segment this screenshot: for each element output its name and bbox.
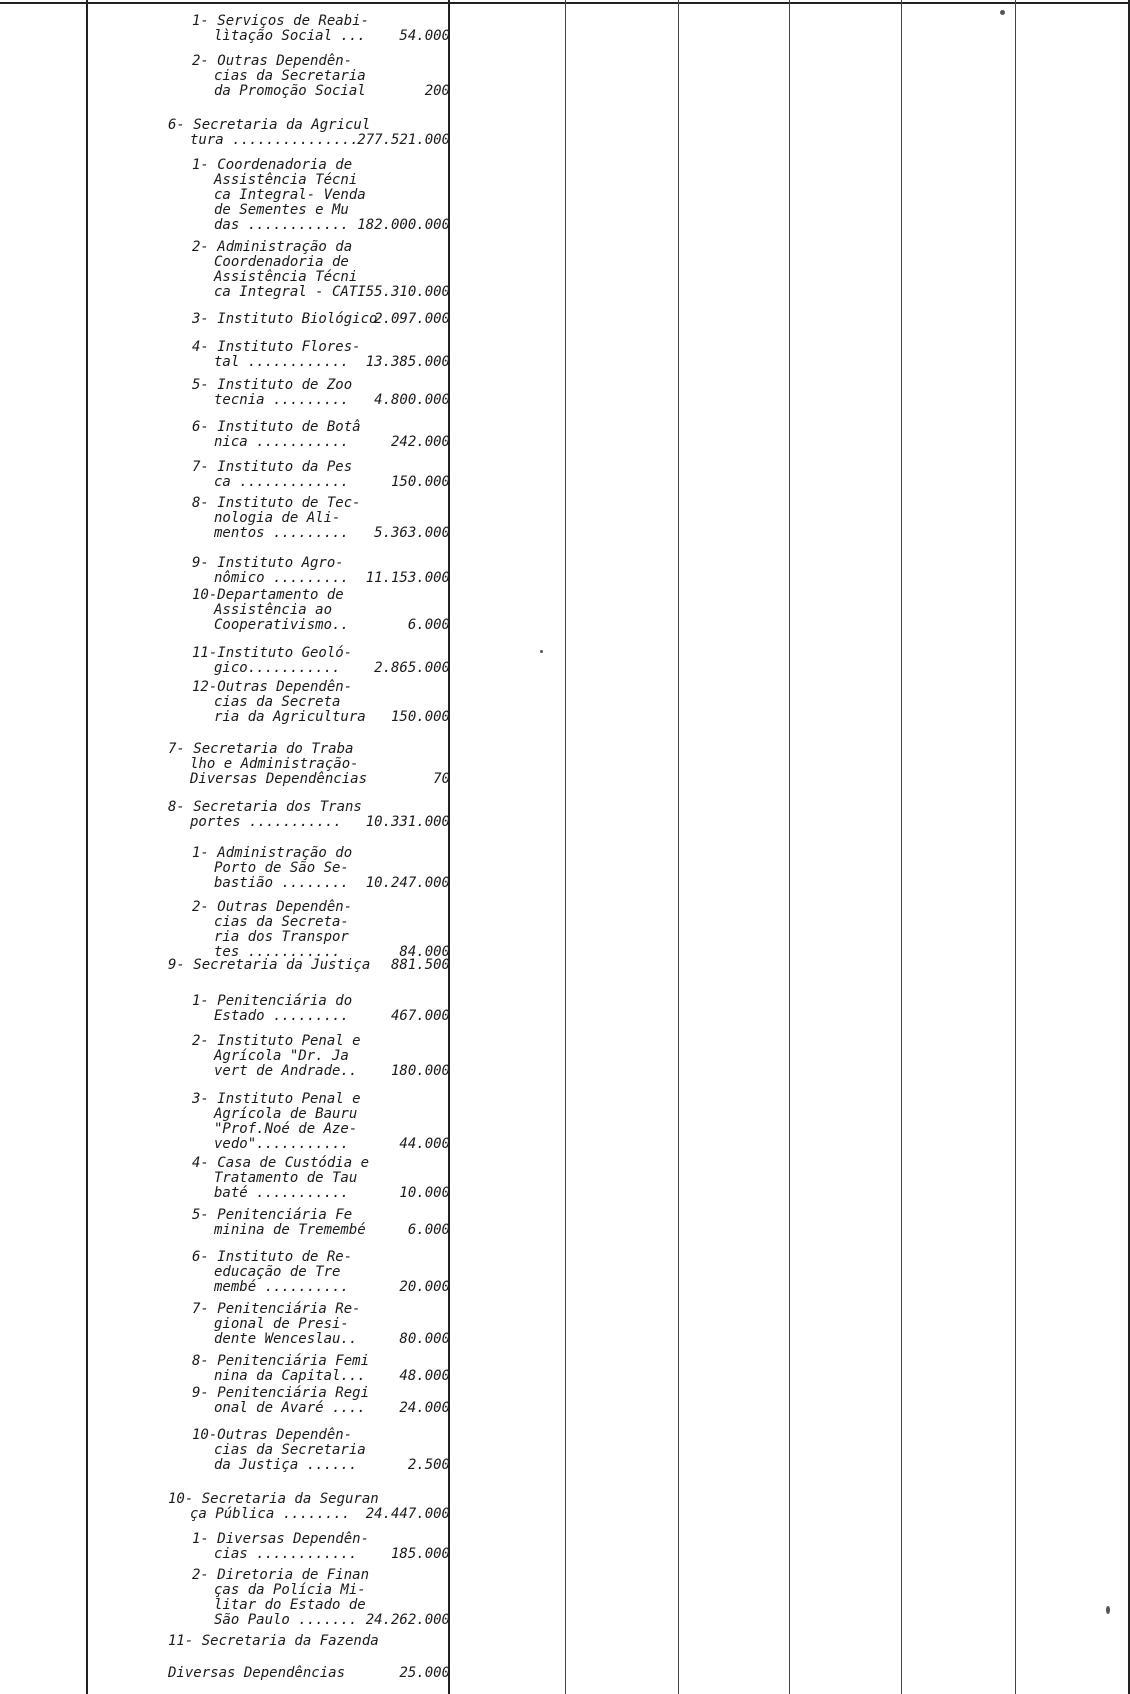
entry-label-line: nologia de Ali- (214, 510, 341, 526)
scan-speck (1106, 1606, 1110, 1614)
entry-label-line: 10-Outras Dependên- (192, 1427, 353, 1443)
entry-label-line: cias da Secreta- (214, 914, 349, 930)
entry-label-line: nica ........... (214, 434, 349, 450)
column-rule-3 (678, 0, 679, 1694)
entry-label-line: 2- Diretoria de Finan (192, 1567, 370, 1583)
entry-label-line: 2- Instituto Penal e (192, 1033, 361, 1049)
entry-label-line: Estado ......... (214, 1008, 349, 1024)
entry-amount: 277.521.000 (357, 132, 450, 148)
entry-label-line: 1- Coordenadoria de (192, 157, 353, 173)
entry-label-line: 8- Penitenciária Femi (192, 1353, 370, 1369)
entry-amount: 20.000 (399, 1279, 450, 1295)
entry-label-line: 2- Outras Dependên- (192, 899, 353, 915)
entry-amount: 467.000 (390, 1008, 450, 1024)
entry-label-line: 11-Instituto Geoló- (192, 645, 353, 661)
entry-label-line: 1- Diversas Dependên- (192, 1531, 370, 1547)
entry-label-line: 9- Instituto Agro- (192, 555, 344, 571)
column-rule-5 (901, 0, 902, 1694)
entry-label-line: tecnia ......... (214, 392, 349, 408)
entry-label-line: tes ........... (214, 944, 341, 960)
entry-label-line: ça Pública ........ (190, 1506, 351, 1522)
entry-amount: 182.000.000 (357, 217, 450, 233)
entry-label-line: tura ............... (190, 132, 359, 148)
entry-label-line: 1- Penitenciária do (192, 993, 353, 1009)
entry-amount: 150.000 (390, 709, 450, 725)
scan-speck (1000, 10, 1005, 15)
entry-label-line: cias da Secretaria (214, 68, 366, 84)
entry-label-line: 9- Secretaria da Justiça (168, 957, 371, 973)
entry-amount: 6.000 (407, 617, 450, 633)
entry-label-line: de Sementes e Mu (214, 202, 349, 218)
entry-label-line: educação de Tre (214, 1264, 341, 1280)
entry-label-line: 4- Casa de Custódia e (192, 1155, 370, 1171)
entry-label-line: 3- Instituto Biológico (192, 311, 378, 327)
entry-label-line: vedo"........... (214, 1136, 349, 1152)
entry-amount: 25.000 (399, 1665, 450, 1681)
entry-label-line: baté ........... (214, 1185, 349, 1201)
entry-label-line: 10-Departamento de (192, 587, 344, 603)
entry-amount: 48.000 (399, 1368, 450, 1384)
entry-label-line: 11- Secretaria da Fazenda (168, 1633, 379, 1649)
entry-amount: 4.800.000 (374, 392, 450, 408)
entry-label-line: Cooperativismo.. (214, 617, 349, 633)
entry-amount: 881.500 (390, 957, 450, 973)
entry-amount: 80.000 (399, 1331, 450, 1347)
entry-label-line: Assistência Técni (214, 172, 358, 188)
entry-amount: 2.097.000 (374, 311, 450, 327)
entry-label-line: membé .......... (214, 1279, 349, 1295)
entry-label-line: "Prof.Noé de Aze- (214, 1121, 358, 1137)
scan-speck (540, 650, 543, 653)
entry-amount: 180.000 (390, 1063, 450, 1079)
entry-amount: 44.000 (399, 1136, 450, 1152)
entry-label-line: 7- Secretaria do Traba (168, 741, 354, 757)
entry-label-line: Assistência ao (214, 602, 333, 618)
entry-amount: 242.000 (390, 434, 450, 450)
entry-amount: 11.153.000 (365, 570, 450, 586)
entry-amount: 55.310.000 (365, 284, 450, 300)
entry-amount: 10.331.000 (365, 814, 450, 830)
entry-label-line: ca Integral - CATI (214, 284, 366, 300)
entry-label-line: gico........... (214, 660, 341, 676)
entry-label-line: 7- Instituto da Pes (192, 459, 353, 475)
column-rule-left (86, 0, 88, 1694)
entry-label-line: Agrícola "Dr. Ja (214, 1048, 349, 1064)
entry-label-line: lìtação Social ... (214, 28, 366, 44)
entry-amount: 24.447.000 (365, 1506, 450, 1522)
entry-amount: 24.000 (399, 1400, 450, 1416)
entry-amount: 84.000 (399, 944, 450, 960)
entry-label-line: cias da Secretaria (214, 1442, 366, 1458)
entry-label-line: da Promoção Social (214, 83, 366, 99)
entry-label-line: 10- Secretaria da Seguran (168, 1491, 379, 1507)
entry-label-line: Coordenadoria de (214, 254, 349, 270)
entry-amount: 2.865.000 (374, 660, 450, 676)
entry-label-line: da Justiça ...... (214, 1457, 358, 1473)
entry-amount: 2.500 (407, 1457, 450, 1473)
entry-amount: 24.262.000 (365, 1612, 450, 1628)
column-rule-6 (1015, 0, 1016, 1694)
column-rule-2 (565, 0, 566, 1694)
entry-label-line: vert de Andrade.. (214, 1063, 358, 1079)
entry-label-line: dente Wenceslau.. (214, 1331, 358, 1347)
entry-label-line: 2- Administração da (192, 239, 353, 255)
entry-label-line: gional de Presi- (214, 1316, 349, 1332)
column-rule-4 (789, 0, 790, 1694)
entry-amount: 200 (424, 83, 450, 99)
entry-amount: 54.000 (399, 28, 450, 44)
entry-amount: 13.385.000 (365, 354, 450, 370)
entry-label-line: ca Integral- Venda (214, 187, 366, 203)
entry-label-line: Porto de São Se- (214, 860, 349, 876)
entry-amount: 185.000 (390, 1546, 450, 1562)
entry-label-line: 4- Instituto Flores- (192, 339, 361, 355)
entry-label-line: São Paulo ....... (214, 1612, 358, 1628)
entry-label-line: portes ........... (190, 814, 342, 830)
entry-label-line: 5- Instituto de Zoo (192, 377, 353, 393)
entry-label-line: minina de Tremembé (214, 1222, 366, 1238)
entry-label-line: Tratamento de Tau (214, 1170, 358, 1186)
entry-amount: 5.363.000 (374, 525, 450, 541)
entry-label-line: ca ............. (214, 474, 349, 490)
column-rule-values (448, 0, 450, 1694)
entry-label-line: Agrícola de Bauru (214, 1106, 358, 1122)
entry-label-line: 6- Secretaria da Agricul (168, 117, 371, 133)
entry-amount: 6.000 (407, 1222, 450, 1238)
entry-label-line: cias da Secreta (214, 694, 341, 710)
entry-label-line: litar do Estado de (214, 1597, 366, 1613)
entry-label-line: ças da Polícia Mi- (214, 1582, 366, 1598)
entry-amount: 10.247.000 (365, 875, 450, 891)
entry-label-line: 1- Serviços de Reabi- (192, 13, 370, 29)
entry-label-line: onal de Avaré .... (214, 1400, 366, 1416)
entry-label-line: 3- Instituto Penal e (192, 1091, 361, 1107)
entry-label-line: ria dos Transpor (214, 929, 349, 945)
entry-label-line: lho e Administração- (190, 756, 359, 772)
entry-label-line: tal ............ (214, 354, 349, 370)
entry-label-line: 7- Penitenciária Re- (192, 1301, 361, 1317)
entry-label-line: bastião ........ (214, 875, 349, 891)
entry-amount: 10.000 (399, 1185, 450, 1201)
entry-label-line: 9- Penitenciária Regi (192, 1385, 370, 1401)
entry-label-line: das ............ (214, 217, 349, 233)
entry-label-line: Diversas Dependências (168, 1665, 346, 1681)
entry-label-line: cias ............ (214, 1546, 358, 1562)
entry-amount: 70 (433, 771, 450, 787)
entry-label-line: nina da Capital... (214, 1368, 366, 1384)
entry-label-line: mentos ......... (214, 525, 349, 541)
entry-label-line: 12-Outras Dependên- (192, 679, 353, 695)
entry-label-line: 1- Administração do (192, 845, 353, 861)
entry-label-line: 2- Outras Dependên- (192, 53, 353, 69)
entry-label-line: nômico ......... (214, 570, 349, 586)
entry-label-line: 8- Instituto de Tec- (192, 495, 361, 511)
entry-label-line: 6- Instituto de Botâ (192, 419, 361, 435)
entry-label-line: 6- Instituto de Re- (192, 1249, 353, 1265)
entry-label-line: 8- Secretaria dos Trans (168, 799, 362, 815)
entry-amount: 150.000 (390, 474, 450, 490)
entry-label-line: ria da Agricultura (214, 709, 366, 725)
entry-label-line: Assistência Técni (214, 269, 358, 285)
entry-label-line: Diversas Dependências (190, 771, 368, 787)
entry-label-line: 5- Penitenciária Fe (192, 1207, 353, 1223)
